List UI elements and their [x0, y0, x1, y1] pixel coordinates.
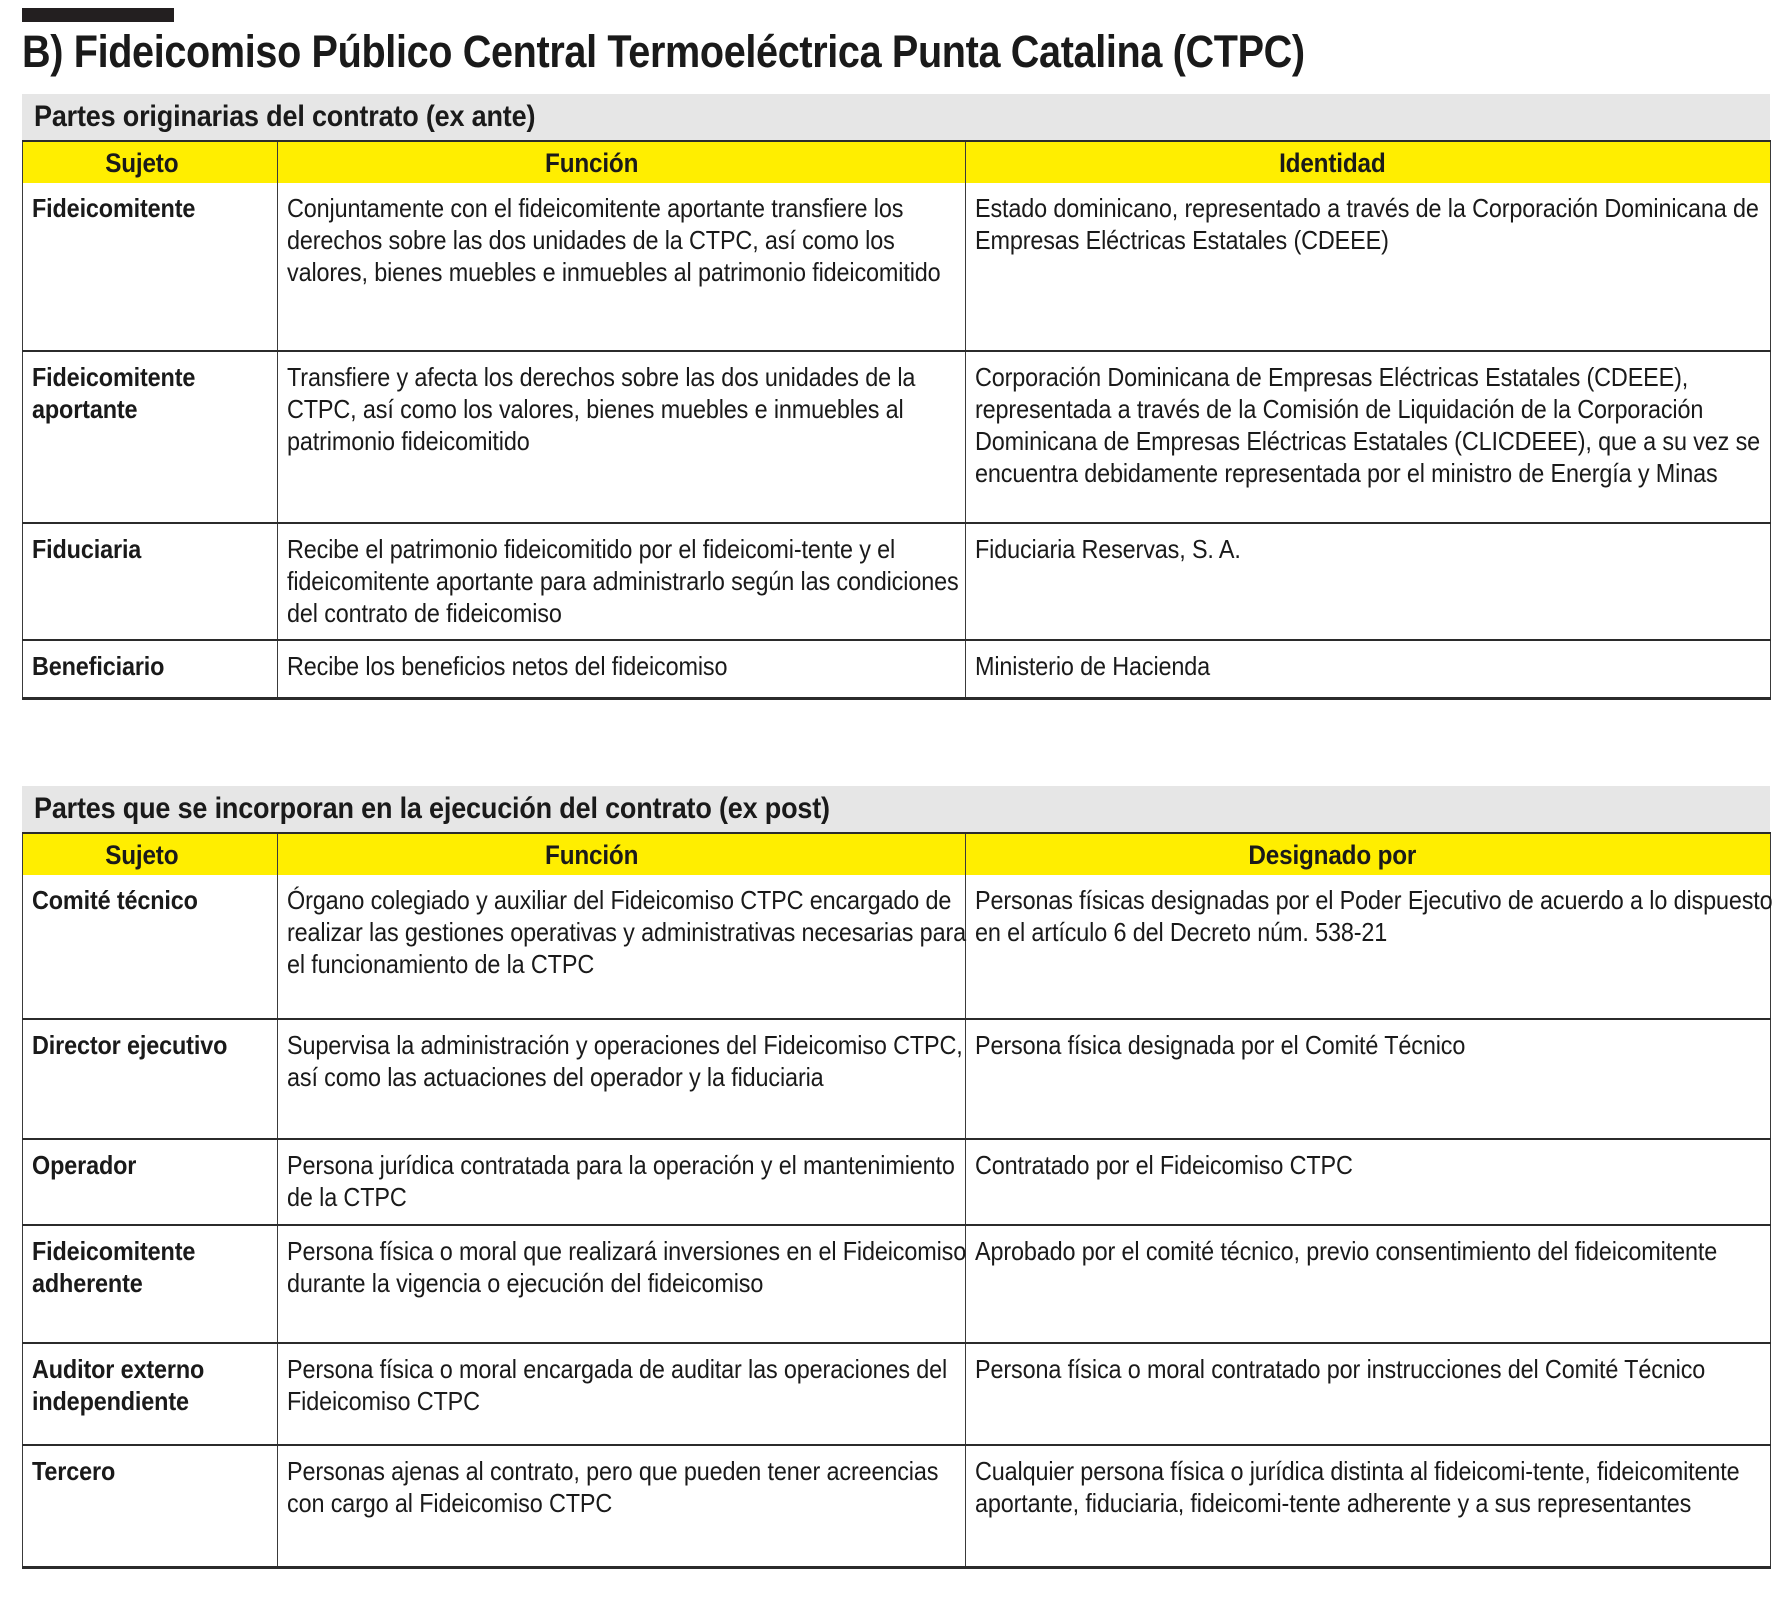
row-funcion-text: Persona física o moral encargada de auditar las operaciones del Fideicomiso CTPC	[287, 1354, 948, 1416]
row-designado-text: Persona física o moral contratado por instrucciones del Comité Técnico	[975, 1354, 1706, 1384]
row-sujeto-text: Fideicomitente	[32, 193, 196, 223]
row-designado-cell	[966, 875, 1771, 1019]
row-designado-text: Aprobado por el comité técnico, previo consentimiento del fideicomitente	[975, 1236, 1718, 1266]
row-sujeto-cell	[23, 351, 278, 523]
table-header-row	[23, 141, 1771, 183]
row-sujeto-text: Director ejecutivo	[32, 1030, 228, 1060]
table-header-row	[23, 833, 1771, 875]
table-partes-ex-post	[22, 832, 1771, 1569]
row-designado-text: Cualquier persona física o jurídica distinta al fideicomi-tente, fideicomitente aportante, fiduciaria, fideicomi-tente adherente y a sus representantes	[975, 1456, 1740, 1518]
row-designado-cell	[966, 1445, 1771, 1567]
row-funcion-text: Conjuntamente con el fideicomitente aportante transfiere los derechos sobre las dos unidades de la CTPC, así como los valores, bienes muebles e inmuebles al patrimonio fideicomitido	[287, 193, 941, 287]
column-header-sujeto	[23, 833, 278, 875]
table-row	[23, 1445, 1771, 1567]
row-identidad-text: Corporación Dominicana de Empresas Eléctricas Estatales (CDEEE), representada a través de la Comisión de Liquidación de la Corporación Dominicana de Empresas Eléctricas Estatales (CLICDEEE), que a su vez se encuentra debidamente representada por el ministro de Energía y Minas	[975, 362, 1761, 488]
section-band-ex-ante	[22, 94, 1770, 140]
row-funcion-text: Recibe el patrimonio fideicomitido por el fideicomi-tente y el fideicomitente aportante para administrarlo según las condiciones del contrato de fideicomiso	[287, 534, 959, 628]
table-partes-originarias	[22, 140, 1771, 700]
row-sujeto-text: Auditor externo independiente	[32, 1354, 205, 1416]
table-row	[23, 1019, 1771, 1139]
row-funcion-text: Persona jurídica contratada para la operación y el mantenimiento de la CTPC	[287, 1150, 955, 1212]
row-funcion-text: Transfiere y afecta los derechos sobre las dos unidades de la CTPC, así como los valores, bienes muebles e inmuebles al patrimonio fideicomitido	[287, 362, 916, 456]
section-band-label: Partes que se incorporan en la ejecución del contrato (ex post)	[34, 792, 830, 825]
table-row	[23, 1343, 1771, 1445]
row-identidad-text: Fiduciaria Reservas, S. A.	[975, 534, 1241, 564]
row-funcion-cell	[278, 1225, 966, 1343]
table-row	[23, 1139, 1771, 1225]
row-sujeto-text: Operador	[32, 1150, 137, 1180]
row-identidad-text: Ministerio de Hacienda	[975, 651, 1211, 681]
table-row	[23, 1225, 1771, 1343]
row-designado-cell	[966, 1019, 1771, 1139]
row-sujeto-cell	[23, 183, 278, 351]
row-funcion-cell	[278, 1445, 966, 1567]
column-header-sujeto	[23, 141, 278, 183]
column-header-designado-por	[966, 833, 1771, 875]
row-sujeto-cell	[23, 1139, 278, 1225]
column-header-sujeto-label: Sujeto	[105, 840, 179, 870]
row-funcion-cell	[278, 351, 966, 523]
row-sujeto-text: Tercero	[32, 1456, 116, 1486]
section-band-ex-post	[22, 786, 1770, 832]
row-sujeto-cell	[23, 1225, 278, 1343]
row-funcion-cell	[278, 183, 966, 351]
section-band-label: Partes originarias del contrato (ex ante)	[34, 100, 536, 133]
row-identidad-cell	[966, 351, 1771, 523]
table-row	[23, 351, 1771, 523]
row-sujeto-cell	[23, 1445, 278, 1567]
row-sujeto-text: Fiduciaria	[32, 534, 142, 564]
column-header-funcion	[278, 141, 966, 183]
table-row	[23, 640, 1771, 698]
row-sujeto-cell	[23, 523, 278, 640]
row-funcion-text: Recibe los beneficios netos del fideicomiso	[287, 651, 728, 681]
row-identidad-text: Estado dominicano, representado a través de la Corporación Dominicana de Empresas Eléctricas Estatales (CDEEE)	[975, 193, 1759, 255]
row-sujeto-cell	[23, 640, 278, 698]
row-funcion-text: Supervisa la administración y operaciones del Fideicomiso CTPC, así como las actuaciones del operador y la fiduciaria	[287, 1030, 963, 1092]
title-rule-bar	[22, 8, 174, 22]
row-sujeto-text: Beneficiario	[32, 651, 165, 681]
row-designado-cell	[966, 1225, 1771, 1343]
row-funcion-text: Persona física o moral que realizará inversiones en el Fideicomiso durante la vigencia o ejecución del fideicomiso	[287, 1236, 967, 1298]
column-header-identidad-label: Identidad	[1279, 148, 1386, 178]
column-header-funcion	[278, 833, 966, 875]
row-sujeto-text: Fideicomitente aportante	[32, 362, 196, 424]
row-funcion-cell	[278, 640, 966, 698]
table-row	[23, 183, 1771, 351]
row-identidad-cell	[966, 183, 1771, 351]
table-row	[23, 875, 1771, 1019]
row-identidad-cell	[966, 523, 1771, 640]
row-designado-text: Contratado por el Fideicomiso CTPC	[975, 1150, 1353, 1180]
row-sujeto-cell	[23, 875, 278, 1019]
row-sujeto-text: Comité técnico	[32, 885, 198, 915]
row-sujeto-text: Fideicomitente adherente	[32, 1236, 196, 1298]
column-header-sujeto-label: Sujeto	[105, 148, 179, 178]
row-funcion-text: Personas ajenas al contrato, pero que pueden tener acreencias con cargo al Fideicomiso CTPC	[287, 1456, 939, 1518]
row-designado-text: Personas físicas designadas por el Poder Ejecutivo de acuerdo a lo dispuesto en el artículo 6 del Decreto núm. 538-21	[975, 885, 1773, 947]
table-row	[23, 523, 1771, 640]
row-funcion-cell	[278, 1019, 966, 1139]
row-funcion-cell	[278, 875, 966, 1019]
column-header-funcion-label: Función	[545, 840, 639, 870]
column-header-identidad	[966, 141, 1771, 183]
column-header-funcion-label: Función	[545, 148, 639, 178]
row-funcion-cell	[278, 1343, 966, 1445]
row-funcion-text: Órgano colegiado y auxiliar del Fideicomiso CTPC encargado de realizar las gestiones operativas y administrativas necesarias para el funcionamiento de la CTPC	[287, 885, 966, 979]
page-title: B) Fideicomiso Público Central Termoeléctrica Punta Catalina (CTPC)	[22, 26, 1305, 77]
row-sujeto-cell	[23, 1343, 278, 1445]
row-designado-text: Persona física designada por el Comité Técnico	[975, 1030, 1466, 1060]
row-designado-cell	[966, 1139, 1771, 1225]
column-header-designado-por-label: Designado por	[1248, 840, 1417, 870]
row-designado-cell	[966, 1343, 1771, 1445]
row-funcion-cell	[278, 523, 966, 640]
row-sujeto-cell	[23, 1019, 278, 1139]
row-identidad-cell	[966, 640, 1771, 698]
row-funcion-cell	[278, 1139, 966, 1225]
